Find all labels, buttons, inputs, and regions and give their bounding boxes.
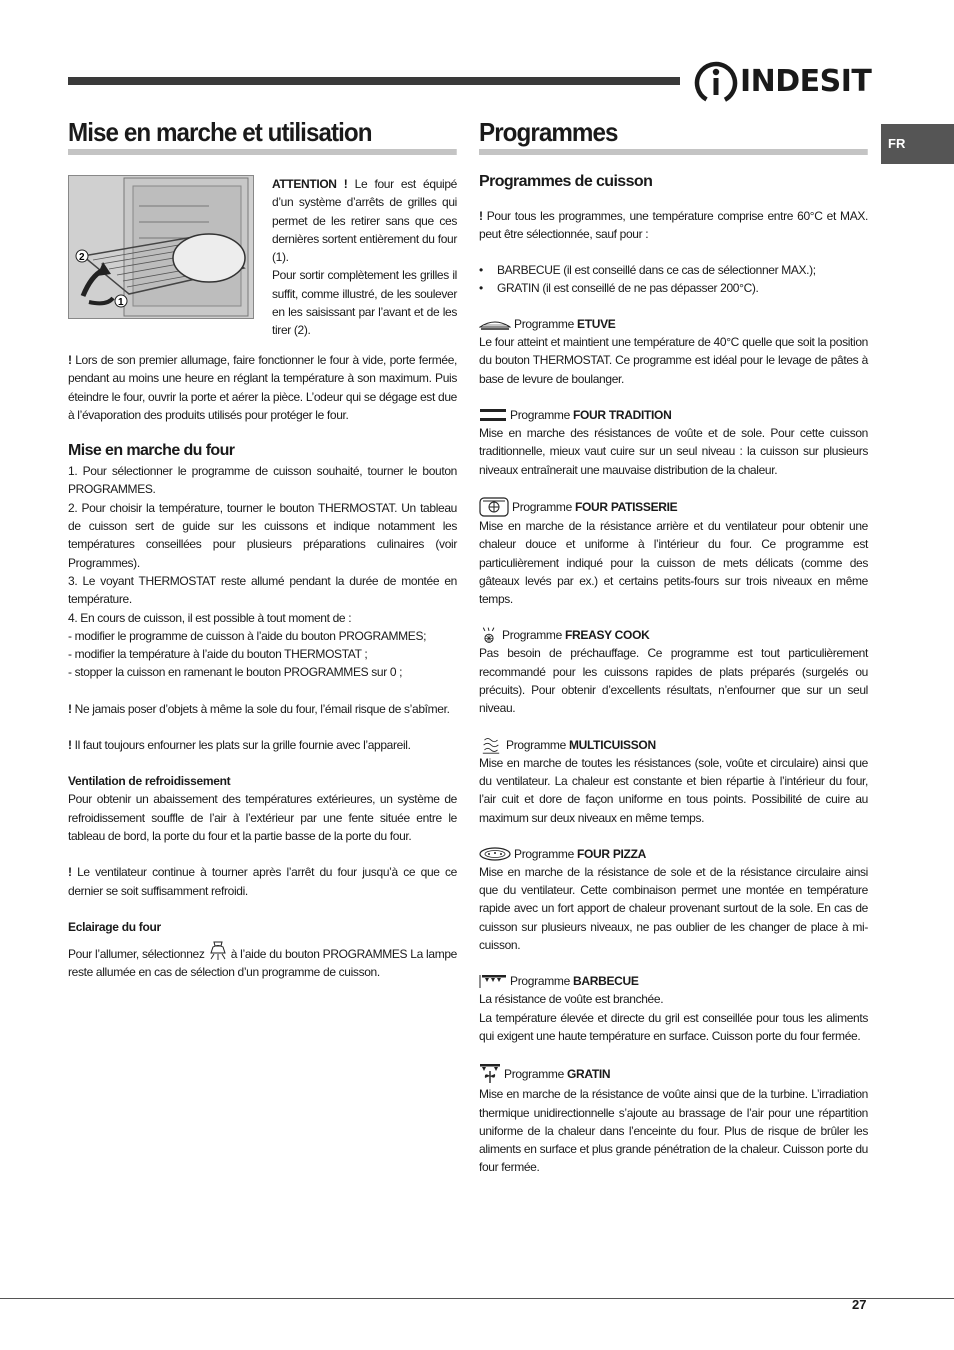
header-rule	[68, 77, 680, 85]
light-text-b: à l’aide du bouton PROGRAMMES La lampe reste allumée en cas de sélection d’un programme de cuisson.	[68, 946, 457, 980]
language-tab: FR	[881, 124, 954, 164]
program-gratin-text: Mise en marche de la résistance de voûte ainsi que de la turbine. L’irradiation thermique unidirectionnelle s’ajoute au brassage de l’air pour une répartition uniforme de la chaleur dans l’enceinte du four. Plus de risque de brûler les aliments en surface et plus grande pénétration de la chaleur. Cuisson porte du four fermée.	[479, 1087, 868, 1175]
program-four-tradition-text: Mise en marche des résistances de voûte et de sole. Pour cette cuisson traditionnelle, mieux vaut cuire sur un seul niveau : la cuisson sur plusieurs niveaux entraînerait une mauvaise distribution de la chaleur.	[479, 426, 868, 477]
program-freasy-cook-heading	[479, 626, 868, 644]
step-4a: - modifier le programme de cuisson à l’aide du bouton PROGRAMMES;	[68, 628, 427, 643]
warning-mark: !	[68, 353, 72, 367]
program-four-pizza-heading	[479, 845, 868, 863]
program-barbecue-text: La résistance de voûte est branchée.	[479, 992, 664, 1007]
step-4b: - modifier la température à l’aide du bouton THERMOSTAT ;	[68, 647, 368, 662]
attention-text-2: Pour sortir complètement les grilles il suffit, comme illustré, de les soulever en les saisissant par l’avant et de les tirer (2).	[272, 268, 457, 338]
right-subtitle: Programmes de cuisson	[479, 173, 653, 190]
start-title: Mise en marche du four	[68, 442, 235, 460]
program-etuve-text: Le four atteint et maintient une température de 40°C quelle que soit la position du bouton THERMOSTAT. Ce programme est idéal pour le levage de pâtes à base de levure de boulanger.	[479, 335, 868, 386]
program-name: BARBECUE	[572, 974, 639, 989]
ventilation-text: Pour obtenir un abaissement des températures extérieures, un système de refroidissement souffle de l’air à l’extérieur par une fente située entre le tableau de bord, la porte du four et la partie basse de la porte du four.	[68, 792, 457, 843]
right-title: Programmes	[479, 116, 868, 155]
step-4: 4. En cours de cuisson, il est possible à tout moment de :	[68, 610, 352, 625]
warning-mark: !	[479, 209, 483, 223]
program-freasy-cook-text: Pas besoin de préchauffage. Ce programme est tout particulièrement recommandé pour les cuissons rapides de plats préparés (surgelés ou précuits). Pour obtenir d’excellents résultats, n’enfourner que sur un seul niveau.	[479, 646, 868, 716]
program-prefix: Programme	[506, 737, 566, 752]
exception-item: • BARBECUE (il est conseillé dans ce cas de sélectionner MAX.);	[479, 261, 868, 279]
program-name: FREASY COOK	[564, 628, 650, 643]
figure-label-2: 2	[79, 252, 85, 263]
attention-label: ATTENTION !	[272, 177, 348, 191]
program-name: FOUR PATISSERIE	[574, 499, 678, 514]
program-barbecue-heading	[479, 972, 868, 990]
left-title: Mise en marche et utilisation	[68, 116, 457, 155]
attention-block	[272, 175, 457, 340]
program-four-pizza-text: Mise en marche de la résistance de sole et de la résistance circulaire ainsi que du ventilateur. Cette combinaison permet une montée en température rapide avec un fort apport de chaleur provenant surtout de la sole. En cas de cuisson sur plusieurs niveaux, ne pas oublier de les changer de place à mi-cuisson.	[479, 864, 868, 953]
four-tradition-icon	[479, 407, 507, 423]
step-3: 3. Le voyant THERMOSTAT reste allumé pendant la durée de montée en température.	[68, 573, 457, 607]
warning-sole-text: Ne jamais poser d’objets à même la sole du four, l’émail risque de s’abîmer.	[71, 701, 450, 716]
ventilation-warning	[68, 863, 457, 900]
program-four-patisserie-text: Mise en marche de la résistance arrière et du ventilateur pour obtenir une chaleur douce et uniforme à l’intérieur du four. Ce programme est particulièrement indiqué pour la cuisson de mets délicats (comme des gâteaux levés par ex.) et certains petits-fours sur trois niveaux en même temps.	[479, 518, 868, 607]
ventilation-title: Ventilation de refroidissement	[68, 774, 231, 789]
indesit-logo-mark-icon	[694, 60, 738, 106]
etuve-icon	[479, 316, 511, 332]
oven-rack-drawing-icon	[69, 176, 253, 318]
program-four-patisserie-heading	[479, 497, 868, 517]
warning-mark: !	[68, 738, 72, 753]
program-name: GRATIN	[566, 1067, 611, 1082]
warning-mark: !	[68, 865, 72, 880]
program-etuve-heading	[479, 315, 868, 333]
program-prefix: Programme	[512, 499, 572, 514]
light-title: Eclairage du four	[68, 919, 161, 934]
multicuisson-icon	[479, 736, 503, 754]
first-use-text: Lors de son premier allumage, faire fonctionner le four à vide, porte fermée, pendant au moins une heure en réglant la température à son maximum. Puis éteindre le four, ouvrir la porte et aérer la pièce. L’odeur qui se dégage est due à l’évaporation des produits utilisés pour protéger le four.	[68, 353, 457, 422]
step-4c: - stopper la cuisson en ramenant le bouton PROGRAMMES sur 0 ;	[68, 665, 403, 680]
programs-intro	[479, 207, 868, 244]
program-name: FOUR PIZZA	[576, 846, 646, 861]
ventilation-warning-text: Le ventilateur continue à tourner après l’arrêt du four jusqu’à ce que ce dernier se soit suffisamment refroidi.	[68, 865, 457, 898]
program-prefix: Programme	[514, 317, 574, 332]
exception-item: • GRATIN (il est conseillé de ne pas dépasser 200°C).	[479, 279, 868, 297]
footer-rule	[0, 1298, 954, 1299]
four-pizza-icon	[479, 846, 511, 862]
program-name: FOUR TRADITION	[572, 408, 672, 423]
lamp-icon	[208, 940, 228, 962]
brand-name: INDESIT	[740, 64, 872, 99]
warning-sole	[68, 700, 457, 718]
program-multicuisson-text: Mise en marche de toutes les résistances (sole, voûte et circulaire) ainsi que du ventilateur. La chaleur est constante et bien répartie à l’intérieur du four, l’air cuit et dore de façon uniforme en tous points. Possibilité de cuire au maximum sur deux niveaux en même temps.	[479, 755, 868, 825]
attention-text: Le four est équipé d’un système d’arrêts de grilles qui permet de les retirer sans que ces dernières sortent entièrement du four (1).	[272, 177, 457, 265]
program-barbecue-text-2: La température élevée et directe du gril est conseillée pour tous les aliments qui exigent une haute température en surface. Cuisson porte du four fermée.	[479, 1010, 868, 1043]
indesit-logo	[694, 60, 870, 106]
program-prefix: Programme	[514, 846, 574, 861]
left-column	[68, 116, 457, 981]
barbecue-icon	[479, 973, 507, 989]
program-prefix: Programme	[510, 408, 570, 423]
program-four-tradition-heading	[479, 406, 868, 424]
light-text-a: Pour l’allumer, sélectionnez	[68, 946, 208, 961]
step-2: 2. Pour choisir la température, tourner le bouton THERMOSTAT. Un tableau de cuisson sert de guide sur les cuissons et indique notamment les températures conseillées pour plusieurs préparations culinaires (voir Programmes).	[68, 500, 457, 570]
programs-intro-text: Pour tous les programmes, une température comprise entre 60°C et MAX. peut être sélectionnée, sauf pour :	[479, 209, 868, 242]
freasy-cook-icon	[479, 626, 499, 644]
light-text	[68, 940, 457, 982]
step-1: 1. Pour sélectionner le programme de cuisson souhaité, tourner le bouton PROGRAMMES.	[68, 464, 457, 497]
exceptions-list	[479, 261, 868, 298]
program-name: MULTICUISSON	[568, 737, 656, 752]
program-prefix: Programme	[504, 1067, 564, 1082]
first-use-note	[68, 351, 457, 424]
figure-label-1: 1	[118, 297, 124, 308]
warning-grille-text: Il faut toujours enfourner les plats sur la grille fournie avec l’appareil.	[71, 738, 411, 753]
program-gratin-heading	[479, 1063, 868, 1085]
program-prefix: Programme	[510, 974, 570, 989]
warning-mark: !	[68, 701, 72, 716]
four-patisserie-icon	[479, 497, 509, 517]
right-column	[479, 116, 868, 1177]
program-multicuisson-heading	[479, 736, 868, 754]
oven-rack-illustration	[68, 175, 254, 319]
program-name: ETUVE	[576, 317, 616, 332]
figure-row	[68, 175, 457, 351]
program-prefix: Programme	[502, 628, 562, 643]
page-number: 27	[852, 1297, 867, 1312]
gratin-icon	[479, 1063, 501, 1085]
warning-grille	[68, 736, 457, 754]
